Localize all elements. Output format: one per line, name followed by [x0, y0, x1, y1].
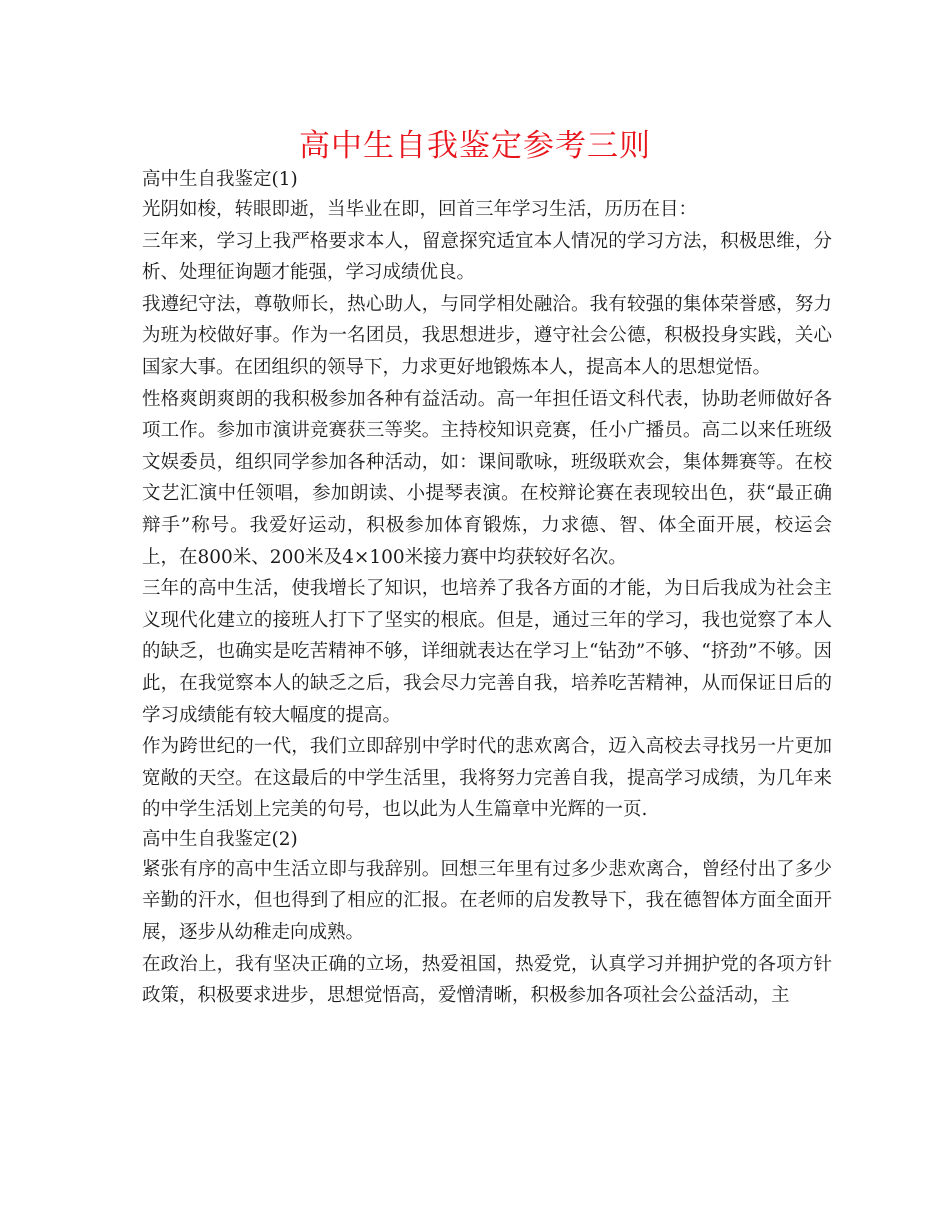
section-heading-1: 高中生自我鉴定(1) [142, 169, 298, 190]
paragraph: 我遵纪守法，尊敬师长，热心助人，与同学相处融洽。我有较强的集体荣誉感，努力为班为校做好事。作为一名团员，我思想进步，遵守社会公德，积极投身实践，关心国家大事。在团组织的领导下，力求更好地锻炼本人，提高本人的思想觉悟。 [142, 293, 832, 378]
paragraph: 性格爽朗爽朗的我积极参加各种有益活动。高一年担任语文科代表，协助老师做好各项工作。参加市演讲竞赛获三等奖。主持校知识竞赛，任小广播员。高二以来任班级文娱委员，组织同学参加各种活动，如：课间歌咏，班级联欢会，集体舞赛等。在校文艺汇演中任领唱，参加朗读、小提琴表演。在校辩论赛在表现较出色，获“最正确辩手”称号。我爱好运动，积极参加体育锻炼，力求德、智、体全面开展，校运会上，在800米、200米及4×100米接力赛中均获较好名次。 [142, 388, 832, 568]
document-title: 高中生自我鉴定参考三则 [299, 128, 651, 164]
section-heading-2: 高中生自我鉴定(2) [142, 828, 298, 850]
paragraph: 在政治上，我有坚决正确的立场，热爱祖国，热爱党，认真学习并拥护党的各项方针政策，积极要求进步，思想觉悟高，爱憎清晰，积极参加各项社会公益活动，主 [142, 953, 832, 1007]
paragraph: 作为跨世纪的一代，我们立即辞别中学时代的悲欢离合，迈入高校去寻找另一片更加宽敞的天空。在这最后的中学生活里，我将努力完善自我，提高学习成绩，为几年来的中学生活划上完美的句号，也以此为人生篇章中光辉的一页. [142, 736, 832, 821]
document-body [142, 166, 832, 1012]
paragraph: 紧张有序的高中生活立即与我辞别。回想三年里有过多少悲欢离合，曾经付出了多少辛勤的汗水，但也得到了相应的汇报。在老师的启发教导下，我在德智体方面全面开展，逐步从幼稚走向成熟。 [142, 858, 832, 944]
paragraph: 光阴如梭，转眼即逝，当毕业在即，回首三年学习生活，历历在目： [142, 199, 698, 220]
paragraph: 三年来，学习上我严格要求本人，留意探究适宜本人情况的学习方法，积极思维，分析、处理征询题才能强，学习成绩优良。 [142, 230, 832, 284]
paragraph: 三年的高中生活，使我增长了知识，也培养了我各方面的才能，为日后我成为社会主义现代化建立的接班人打下了坚实的根底。但是，通过三年的学习，我也觉察了本人的缺乏，也确实是吃苦精神不够，详细就表达在学习上“钻劲”不够、“挤劲”不够。因此，在我觉察本人的缺乏之后，我会尽力完善自我，培养吃苦精神，从而保证日后的学习成绩能有较大幅度的提高。 [142, 578, 832, 726]
